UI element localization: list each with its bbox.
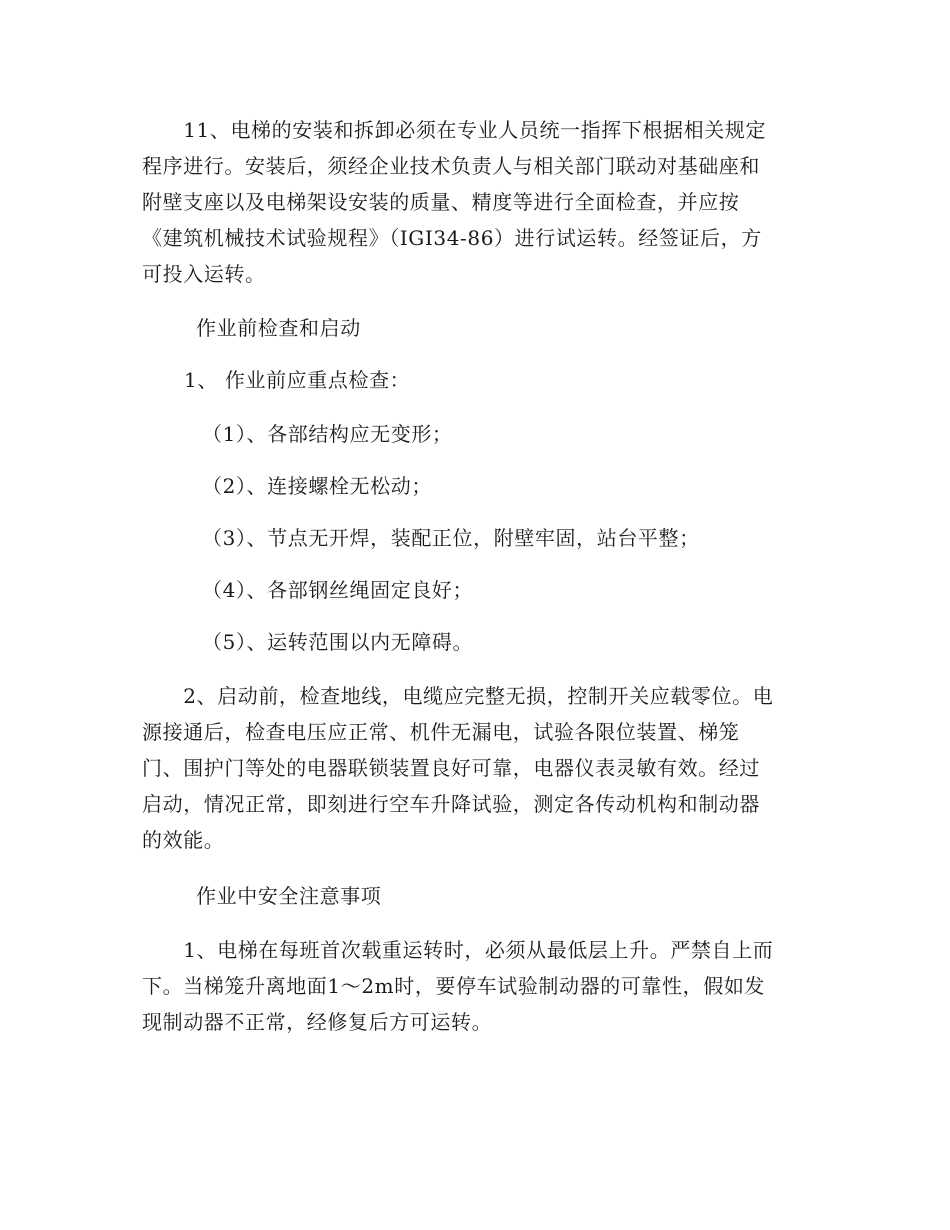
text-line: 的效能。	[142, 828, 225, 852]
text-line: 2、启动前，检查地线，电缆应完整无损，控制开关应载零位。电	[142, 684, 774, 708]
section-heading-in-work: 作业中安全注意事项	[196, 884, 382, 908]
text-line: 1、电梯在每班首次载重运转时，必须从最低层上升。严禁自上而	[142, 938, 774, 962]
text-line: 可投入运转。	[142, 262, 266, 286]
text-line: 《建筑机械技术试验规程》（IGI34-86）进行试运转。经签证后，方	[142, 226, 762, 250]
paragraph-startup	[142, 678, 822, 858]
item-1-title: 1、 作业前应重点检查：	[184, 368, 411, 392]
text-line: 源接通后，检查电压应正常、机件无漏电，试验各限位装置、梯笼	[142, 720, 740, 744]
sub-item-2: （2）、连接螺栓无松动；	[202, 474, 432, 498]
sub-item-3: （3）、节点无开焊，装配正位，附壁牢固，站台平整；	[202, 526, 700, 550]
text-line: 附壁支座以及电梯架设安装的质量、精度等进行全面检查，并应按	[142, 190, 740, 214]
text-line: 启动，情况正常，即刻进行空车升降试验，测定各传动机构和制动器	[142, 792, 760, 816]
text-line: 11、电梯的安装和拆卸必须在专业人员统一指挥下根据相关规定	[142, 118, 767, 142]
text-line: 门、围护门等处的电器联锁装置良好可靠，电器仪表灵敏有效。经过	[142, 756, 760, 780]
paragraph-in-work-1	[142, 932, 822, 1040]
text-line: 现制动器不正常，经修复后方可运转。	[142, 1010, 493, 1034]
paragraph-installation	[142, 112, 822, 292]
sub-item-5: （5）、运转范围以内无障碍。	[202, 630, 474, 654]
text-line: 程序进行。安装后，须经企业技术负责人与相关部门联动对基础座和	[142, 154, 760, 178]
section-heading-pre-work: 作业前检查和启动	[196, 316, 361, 340]
text-line: 下。当梯笼升离地面1～2m时，要停车试验制动器的可靠性，假如发	[142, 974, 766, 998]
sub-item-1: （1）、各部结构应无变形；	[202, 422, 453, 446]
sub-item-4: （4）、各部钢丝绳固定良好；	[202, 578, 474, 602]
